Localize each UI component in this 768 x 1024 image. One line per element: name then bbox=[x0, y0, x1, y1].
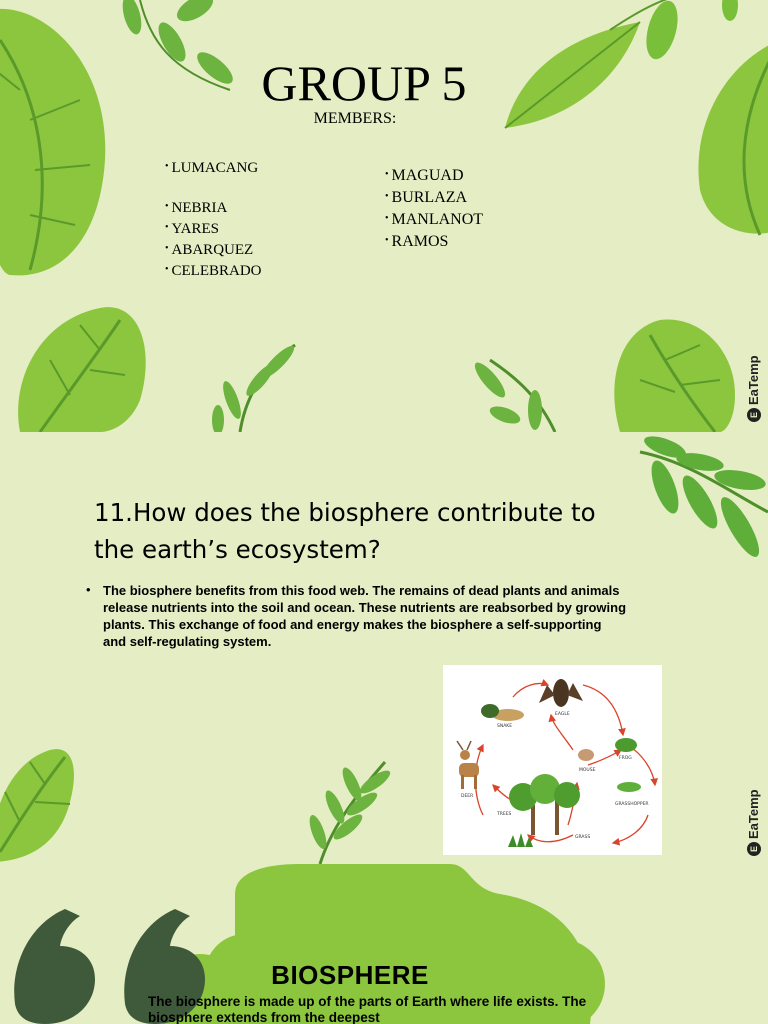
eatemp-logo-icon: E bbox=[747, 408, 761, 422]
biosphere-title: BIOSPHERE bbox=[271, 960, 429, 990]
watermark: EEaTemp bbox=[746, 789, 761, 856]
watermark: EEaTemp bbox=[746, 355, 761, 422]
leaf-icon bbox=[0, 9, 105, 276]
list-item: • LUMACANG bbox=[165, 157, 262, 178]
slide-question-11 bbox=[0, 432, 768, 864]
list-item: • MAGUAD bbox=[385, 164, 483, 186]
list-item: • ABARQUEZ bbox=[165, 239, 262, 260]
eagle-icon bbox=[539, 679, 583, 707]
eatemp-logo-icon: E bbox=[747, 842, 761, 856]
member-list-left bbox=[165, 157, 262, 281]
node-label: MOUSE bbox=[579, 768, 596, 773]
leaf-icon bbox=[0, 749, 74, 862]
list-item: • YARES bbox=[165, 218, 262, 239]
list-item: • CELEBRADO bbox=[165, 260, 262, 281]
node-label: EAGLE bbox=[555, 712, 570, 717]
snake-icon bbox=[481, 704, 524, 721]
leaf-icon bbox=[614, 320, 735, 432]
trees-icon bbox=[509, 774, 580, 835]
bullet-text: The biosphere benefits from this food web. The remains of dead plants and animals release nutrients into the soil and ocean. These nutrients are reabsorbed by growing plants. This exchange of food and energy makes the biosphere a self-supporting and self-regulating system. bbox=[103, 583, 627, 649]
bullet-paragraph bbox=[86, 582, 626, 650]
leaf-icon bbox=[18, 307, 146, 432]
slide-title: GROUP 5 bbox=[261, 55, 467, 111]
slide-group-members bbox=[0, 0, 768, 432]
food-web-image bbox=[443, 665, 662, 855]
list-item: • NEBRIA bbox=[165, 197, 262, 218]
node-label: TREES bbox=[497, 812, 512, 817]
grass-icon bbox=[508, 833, 533, 847]
frog-icon bbox=[615, 738, 637, 752]
list-item: • BURLAZA bbox=[385, 186, 483, 208]
member-list-right bbox=[385, 164, 483, 252]
sprig-icon bbox=[470, 359, 555, 432]
node-label: SNAKE bbox=[497, 724, 513, 729]
sprig-icon bbox=[640, 432, 768, 561]
members-label: MEMBERS: bbox=[313, 110, 397, 127]
list-item: • MANLANOT bbox=[385, 208, 483, 230]
list-item: • RAMOS bbox=[385, 230, 483, 252]
slide-biosphere bbox=[0, 864, 768, 1024]
node-label: GRASSHOPPER bbox=[615, 802, 649, 807]
mouse-icon bbox=[578, 749, 594, 761]
grasshopper-icon bbox=[617, 782, 641, 792]
sprig-icon bbox=[212, 342, 298, 432]
node-label: DEER bbox=[461, 794, 474, 799]
question-title: 11.How does the biosphere contribute to the earth’s ecosystem? bbox=[94, 498, 596, 564]
node-label: FROG bbox=[619, 756, 632, 761]
biosphere-text: The biosphere is made up of the parts of Earth where life exists. The biosphere extends from the deepest bbox=[148, 994, 587, 1024]
sprig-icon bbox=[306, 762, 393, 864]
deer-icon bbox=[457, 741, 479, 789]
bullet-icon: • bbox=[86, 582, 91, 597]
node-label: GRASS bbox=[575, 835, 591, 840]
